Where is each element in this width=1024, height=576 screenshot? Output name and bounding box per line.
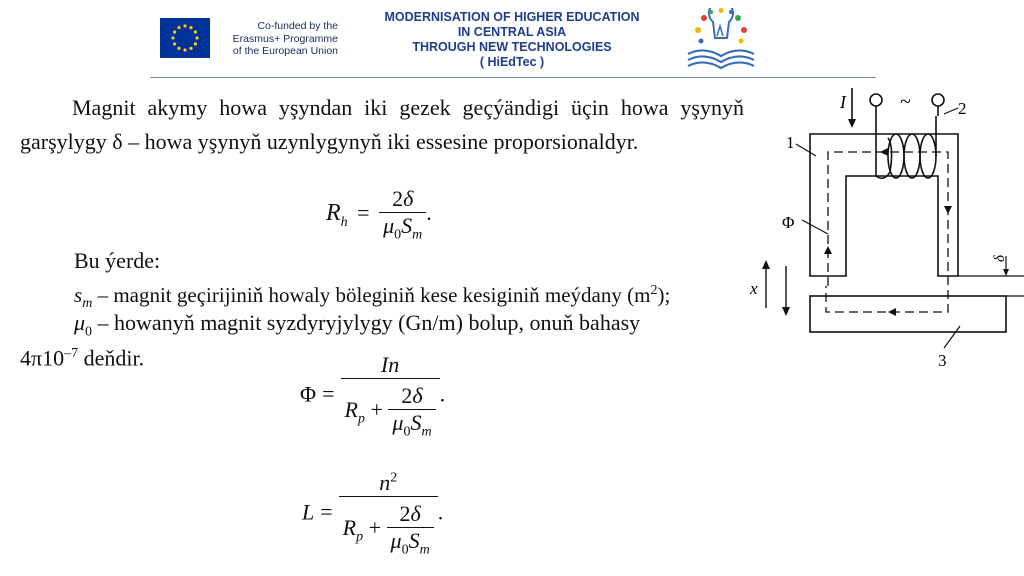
formula-phi: Φ = In $R_p$ + $\frac{2\delta}{\mu_0S_m}$ . — [300, 352, 446, 440]
bu-yerde-label: Bu ýerde: — [74, 248, 161, 273]
label-1: 1 — [786, 133, 795, 152]
mu-definition: $\mu_0$ – howanyň magnit syzdyryjylygy (Gn/m) bolup, onuň bahasy — [74, 310, 641, 340]
mu-value-base: 4π10 — [20, 345, 65, 371]
mu-text: – howanyň magnit syzdyryjylygy (Gn/m) bolup, onuň bahasy — [92, 310, 641, 335]
project-line-2: IN CENTRAL ASIA — [457, 25, 567, 39]
sm-close: ); — [657, 283, 671, 307]
project-line-4: ( HiEdTec ) — [479, 55, 545, 69]
project-line-1: MODERNISATION OF HIGHER EDUCATION — [384, 10, 640, 24]
project-title — [352, 10, 672, 70]
label-gap: δ — [992, 255, 1008, 262]
label-ac: ~ — [900, 91, 911, 113]
coil — [876, 116, 936, 178]
mu-value-exp: –7 — [64, 346, 79, 361]
label-current: I — [840, 92, 846, 112]
magnetic-circuit-diagram — [748, 86, 1024, 386]
label-2: 2 — [958, 99, 967, 118]
eu-flag-icon — [160, 18, 210, 58]
label-x: x — [750, 279, 758, 298]
sm-text: – magnit geçirijiniň howaly böleginiň kese kesiginiň meýdany (m — [92, 283, 651, 307]
hiedtec-logo-icon — [684, 8, 758, 70]
mu-value — [20, 340, 144, 372]
label-3: 3 — [938, 351, 947, 370]
intro-text: Magnit akymy howa yşyndan iki gezek geçýändigi üçin howa yşynyň garşylygy δ – howa yşynyň uzynlygynyň iki essesine proporsionaldyr. — [20, 95, 744, 154]
intro-paragraph — [20, 91, 744, 159]
eu-line-2: Erasmus+ Programme — [232, 32, 338, 45]
armature — [810, 296, 1006, 332]
header-divider — [150, 77, 876, 78]
formula-rh: $R_h$ = $\frac{2\delta}{\mu_0S_m}$ . — [326, 186, 432, 243]
eu-cofunded-text — [218, 20, 338, 58]
eu-line-3: of the European Union — [232, 45, 338, 57]
header — [0, 0, 1024, 80]
sm-definition: $s_m$ – magnit geçirijiniň howaly böleginiň kese kesiginiň meýdany $(m^2)$; — [74, 283, 671, 312]
mu-value-tail: deňdir. — [78, 345, 145, 371]
eu-line-1: Co-funded by the — [257, 20, 338, 32]
label-flux: Φ — [782, 213, 795, 232]
project-line-3: THROUGH NEW TECHNOLOGIES — [412, 40, 612, 54]
formula-l: L = $n^2$ $R_p$ + $\frac{2\delta}{\mu_0S_m}$ . — [302, 470, 444, 558]
